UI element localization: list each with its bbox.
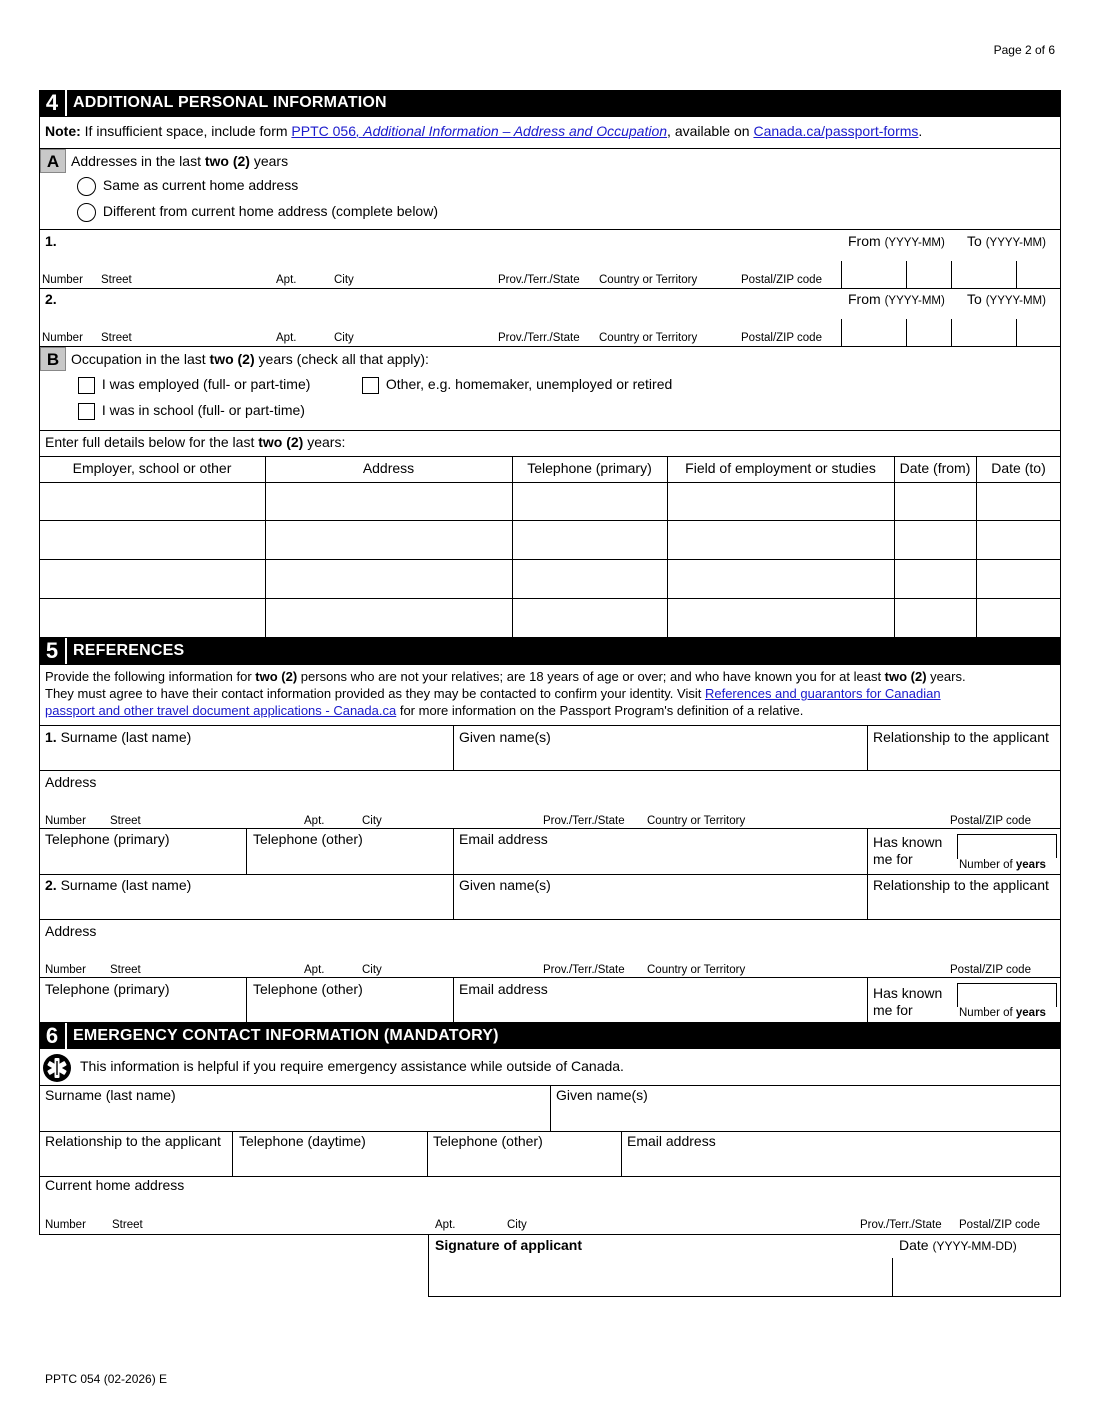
sublabel-postal: Postal/ZIP code (950, 964, 1031, 976)
divider (867, 874, 868, 919)
ref-2-years-label: Number of years (959, 1007, 1046, 1019)
sublabel-street: Street (101, 332, 132, 344)
address-row-2-dates[interactable] (841, 319, 1061, 346)
sublabel-street: Street (112, 1219, 143, 1231)
sublabel-city: City (334, 274, 354, 286)
divider (892, 1258, 893, 1297)
divider (39, 828, 1061, 829)
sublabel-city: City (362, 964, 382, 976)
divider (39, 1176, 1061, 1177)
sublabel-city: City (507, 1219, 527, 1231)
note-text: If insufficient space, include form (80, 123, 292, 139)
address-row-2-from: From (YYYY-MM) (848, 291, 945, 307)
ref-2-years-field[interactable] (957, 983, 1057, 1007)
table-header-employer: Employer, school or other (72, 460, 232, 476)
references-link[interactable]: References and guarantors for Canadian (704, 686, 941, 701)
details-instruction: Enter full details below for the last two (2) years: (45, 434, 346, 450)
divider (453, 874, 454, 919)
emergency-relationship-label: Relationship to the applicant (45, 1133, 221, 1149)
divider (39, 770, 1061, 771)
divider (246, 828, 247, 874)
sublabel-apt: Apt. (435, 1219, 456, 1231)
pptc056-link[interactable] (291, 123, 667, 139)
section-5-title: REFERENCES (73, 642, 185, 659)
employed-option[interactable] (78, 376, 310, 394)
divider (453, 977, 454, 1023)
address-row-2-number: 2. (45, 291, 57, 307)
ref-1-surname-label: 1. Surname (last name) (45, 729, 192, 745)
divider (867, 828, 868, 874)
address-row-2-to: To (YYYY-MM) (967, 291, 1046, 307)
ref-1-years-label: Number of years (959, 859, 1046, 871)
other-label: Other, e.g. homemaker, unemployed or retired (385, 376, 673, 392)
ref-1-years-field[interactable] (957, 834, 1057, 858)
section-6-header (39, 1023, 1061, 1049)
sublabel-apt: Apt. (276, 332, 297, 344)
divider (39, 919, 1061, 920)
divider (39, 430, 1061, 431)
part-b-letter: B (40, 347, 66, 371)
emergency-surname-label: Surname (last name) (45, 1087, 176, 1103)
divider (39, 977, 1061, 978)
sublabel-country: Country or Territory (599, 274, 698, 286)
divider (39, 288, 1061, 289)
section-4-title: ADDITIONAL PERSONAL INFORMATION (73, 94, 387, 111)
ref-2-email-label: Email address (459, 981, 548, 997)
school-label: I was in school (full- or part-time) (101, 402, 305, 418)
signature-label: Signature of applicant (435, 1237, 583, 1253)
sublabel-prov: Prov./Terr./State (498, 332, 580, 344)
section-5-number: 5 (39, 638, 67, 664)
divider (550, 1085, 551, 1131)
sublabel-number: Number (45, 964, 86, 976)
pptc056-link-form: PPTC 056 (291, 123, 356, 139)
sublabel-apt: Apt. (304, 815, 325, 827)
ref-2-tel-primary-label: Telephone (primary) (45, 981, 170, 997)
ref-2-address-label: Address (45, 923, 97, 939)
emergency-given-label: Given name(s) (556, 1087, 648, 1103)
section-5-header (39, 638, 1061, 664)
table-header-address: Address (362, 460, 415, 476)
sublabel-postal: Postal/ZIP code (741, 332, 822, 344)
table-header-field: Field of employment or studies (685, 460, 876, 476)
ref-2-surname-label: 2. Surname (last name) (45, 877, 192, 893)
emergency-info-text: This information is helpful if you require emergency assistance while outside of Canada. (80, 1058, 624, 1074)
ref-2-tel-other-label: Telephone (other) (253, 981, 363, 997)
section-6-number: 6 (39, 1023, 67, 1049)
part-b-label: Occupation in the last two (2) years (check all that apply): (71, 351, 429, 367)
sublabel-country: Country or Territory (647, 815, 746, 827)
divider (867, 977, 868, 1023)
ref-1-has-known-label: Has known me for (873, 834, 943, 867)
employed-checkbox[interactable] (78, 377, 95, 394)
divider (39, 346, 1061, 347)
divider (453, 725, 454, 770)
sublabel-apt: Apt. (276, 274, 297, 286)
section-6-title: EMERGENCY CONTACT INFORMATION (MANDATORY) (73, 1027, 499, 1044)
emergency-email-label: Email address (627, 1133, 716, 1149)
sublabel-prov: Prov./Terr./State (498, 274, 580, 286)
emergency-tel-other-label: Telephone (other) (433, 1133, 543, 1149)
references-intro: Provide the following information for two (2) persons who are not your relatives; are 18 years of age or over; and who have known you for at least two (2) years. They must agree to have their contact information provided as they may be contacted to confirm your identity. Visit References and guarantors for Canadian passport and other travel document applications - Canada.ca for more information on the Passport Program's definition of a relative. (45, 669, 966, 718)
divider (246, 977, 247, 1023)
note-label: Note: (45, 123, 81, 139)
table-header-date-from: Date (from) (899, 460, 971, 476)
divider (39, 148, 1061, 149)
address-row-1-from: From (YYYY-MM) (848, 233, 945, 249)
school-checkbox[interactable] (78, 403, 95, 420)
other-option[interactable] (362, 376, 672, 394)
ref-1-tel-other-label: Telephone (other) (253, 831, 363, 847)
sublabel-prov: Prov./Terr./State (543, 964, 625, 976)
divider (621, 1131, 622, 1176)
different-address-label: Different from current home address (complete below) (102, 203, 438, 220)
sublabel-city: City (334, 332, 354, 344)
sublabel-street: Street (110, 964, 141, 976)
school-option[interactable] (78, 402, 305, 420)
divider (427, 1131, 428, 1176)
sublabel-apt: Apt. (304, 964, 325, 976)
divider (39, 1131, 1061, 1132)
sublabel-number: Number (42, 274, 83, 286)
different-address-radio[interactable] (77, 203, 96, 222)
section-4-header (39, 90, 1061, 116)
page-number: Page 2 of 6 (993, 43, 1055, 57)
divider (867, 725, 868, 770)
emergency-tel-day-label: Telephone (daytime) (239, 1133, 366, 1149)
ref-2-has-known-label: Has known me for (873, 985, 943, 1018)
divider (453, 828, 454, 874)
divider (39, 229, 1061, 230)
divider (957, 858, 958, 859)
different-address-option[interactable] (77, 203, 438, 222)
sublabel-prov: Prov./Terr./State (860, 1219, 942, 1231)
same-address-label: Same as current home address (102, 177, 299, 194)
date-label: Date (YYYY-MM-DD) (899, 1237, 1017, 1253)
note-mid: , available on (667, 123, 754, 139)
ref-2-relationship-label: Relationship to the applicant (873, 877, 1049, 893)
sublabel-postal: Postal/ZIP code (959, 1219, 1040, 1231)
sublabel-number: Number (45, 815, 86, 827)
sublabel-postal: Postal/ZIP code (741, 274, 822, 286)
divider (39, 874, 1061, 875)
sublabel-postal: Postal/ZIP code (950, 815, 1031, 827)
ref-1-given-label: Given name(s) (459, 729, 551, 745)
sublabel-street: Street (101, 274, 132, 286)
ref-1-relationship-label: Relationship to the applicant (873, 729, 1049, 745)
references-link-cont[interactable]: passport and other travel document applications - Canada.ca (45, 703, 397, 718)
same-address-option[interactable] (77, 177, 298, 196)
medical-star-icon (42, 1053, 72, 1083)
ref-2-given-label: Given name(s) (459, 877, 551, 893)
sublabel-prov: Prov./Terr./State (543, 815, 625, 827)
address-row-1-dates[interactable] (841, 261, 1061, 288)
ref-1-tel-primary-label: Telephone (primary) (45, 831, 170, 847)
table-header-telephone: Telephone (primary) (527, 460, 652, 476)
emergency-home-address-label: Current home address (45, 1177, 185, 1193)
divider (232, 1131, 233, 1176)
pptc056-link-title: , Additional Information – Address and Occupation (356, 123, 668, 139)
divider (39, 725, 1061, 726)
part-a-letter: A (40, 149, 66, 173)
address-row-1-number: 1. (45, 233, 57, 249)
same-address-radio[interactable] (77, 177, 96, 196)
ref-1-address-label: Address (45, 774, 97, 790)
sublabel-city: City (362, 815, 382, 827)
occupation-table (39, 456, 1061, 638)
ref-1-email-label: Email address (459, 831, 548, 847)
section-4-number: 4 (39, 90, 67, 116)
form-code: PPTC 054 (02-2026) E (45, 1372, 168, 1386)
table-header-date-to: Date (to) (991, 460, 1046, 476)
sublabel-number: Number (45, 1219, 86, 1231)
sublabel-number: Number (42, 332, 83, 344)
note-line (45, 123, 922, 139)
other-checkbox[interactable] (362, 377, 379, 394)
note-end: . (918, 123, 923, 139)
part-a-label: Addresses in the last two (2) years (71, 153, 289, 169)
address-row-1-to: To (YYYY-MM) (967, 233, 1046, 249)
sublabel-street: Street (110, 815, 141, 827)
employed-label: I was employed (full- or part-time) (101, 376, 311, 392)
sublabel-country: Country or Territory (647, 964, 746, 976)
passport-forms-link[interactable]: Canada.ca/passport-forms (753, 123, 919, 139)
sublabel-country: Country or Territory (599, 332, 698, 344)
